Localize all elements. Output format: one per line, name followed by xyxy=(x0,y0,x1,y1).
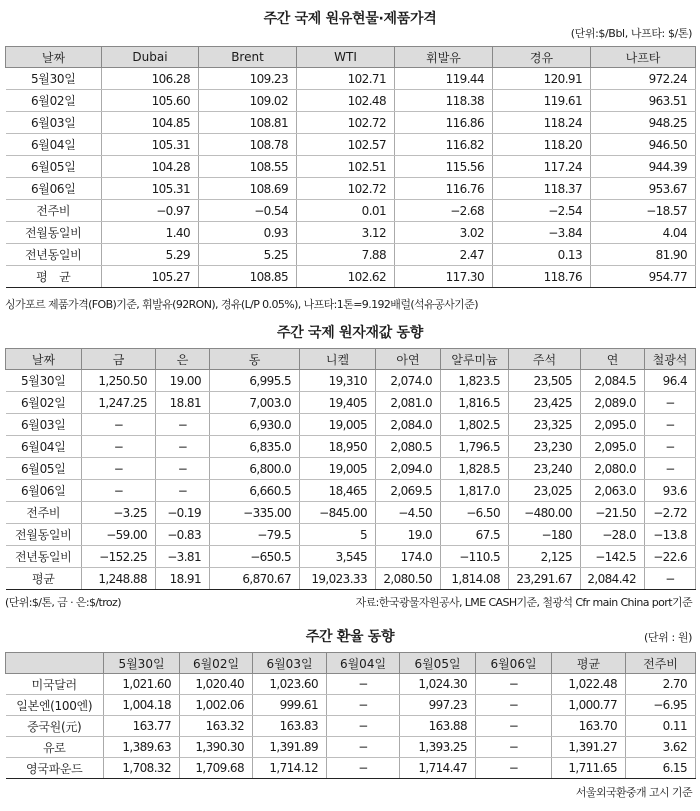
table-cell: −0.83 xyxy=(156,524,210,546)
table-cell: 2,080.0 xyxy=(581,458,645,480)
table-cell: −152.25 xyxy=(82,546,156,568)
table-cell: −6.50 xyxy=(441,502,509,524)
table-cell: 1,002.06 xyxy=(180,695,253,716)
table-cell: 1,390.30 xyxy=(180,737,253,758)
table-cell: −2.68 xyxy=(395,200,493,222)
fx-rate-table xyxy=(5,652,696,779)
fx-header-row xyxy=(6,653,696,674)
table-cell: 106.28 xyxy=(102,68,199,90)
fx-title: 주간 환율 동향 xyxy=(305,629,395,645)
table-cell: 93.6 xyxy=(645,480,696,502)
table-cell: 163.88 xyxy=(400,716,476,737)
table-cell: 119.44 xyxy=(395,68,493,90)
table-cell: 19,023.33 xyxy=(300,568,376,590)
table-cell: −335.00 xyxy=(210,502,300,524)
table-cell: 3.02 xyxy=(395,222,493,244)
oil-col-header: 날짜 xyxy=(6,47,102,68)
table-cell: 3,545 xyxy=(300,546,376,568)
table-cell: −4.50 xyxy=(376,502,441,524)
table-row xyxy=(6,178,696,200)
table-cell: 119.61 xyxy=(493,90,591,112)
oil-col-header: Dubai xyxy=(102,47,199,68)
table-cell: 0.11 xyxy=(626,716,696,737)
table-cell: 0.01 xyxy=(297,200,395,222)
table-cell: −3.81 xyxy=(156,546,210,568)
table-cell: 5.29 xyxy=(102,244,199,266)
table-row xyxy=(6,674,696,695)
metal-col-header: 금 xyxy=(82,349,156,370)
oil-col-header: WTI xyxy=(297,47,395,68)
fx-col-header: 6월03일 xyxy=(253,653,327,674)
table-cell: 102.57 xyxy=(297,134,395,156)
table-cell: 2.47 xyxy=(395,244,493,266)
table-cell: −480.00 xyxy=(509,502,581,524)
table-cell: 108.78 xyxy=(199,134,297,156)
table-cell: 1,709.68 xyxy=(180,758,253,779)
table-cell: 108.55 xyxy=(199,156,297,178)
table-cell: 2,095.0 xyxy=(581,414,645,436)
table-cell: −650.5 xyxy=(210,546,300,568)
table-cell: 3.62 xyxy=(626,737,696,758)
metal-col-header: 알루미늄 xyxy=(441,349,509,370)
table-cell: 19,310 xyxy=(300,370,376,392)
metal-col-header: 연 xyxy=(581,349,645,370)
table-row xyxy=(6,134,696,156)
row-label: 6월04일 xyxy=(6,436,82,458)
table-cell: 118.38 xyxy=(395,90,493,112)
table-cell: −2.72 xyxy=(645,502,696,524)
table-cell: 1,393.25 xyxy=(400,737,476,758)
table-cell: 118.24 xyxy=(493,112,591,134)
table-cell: 81.90 xyxy=(591,244,696,266)
table-cell: 999.61 xyxy=(253,695,327,716)
table-cell: − xyxy=(476,695,552,716)
table-cell: −6.95 xyxy=(626,695,696,716)
table-cell: 108.69 xyxy=(199,178,297,200)
table-row xyxy=(6,502,696,524)
table-cell: −3.84 xyxy=(493,222,591,244)
row-label: 전년동일비 xyxy=(6,546,82,568)
fx-col-header: 전주비 xyxy=(626,653,696,674)
table-cell: 102.48 xyxy=(297,90,395,112)
oil-col-header: 나프타 xyxy=(591,47,696,68)
table-cell: 948.25 xyxy=(591,112,696,134)
table-cell: 972.24 xyxy=(591,68,696,90)
metal-col-header: 아연 xyxy=(376,349,441,370)
table-cell: − xyxy=(327,737,400,758)
table-cell: 1,823.5 xyxy=(441,370,509,392)
oil-col-header: 휘발유 xyxy=(395,47,493,68)
metal-col-header: 동 xyxy=(210,349,300,370)
table-cell: −2.54 xyxy=(493,200,591,222)
table-cell: 1,817.0 xyxy=(441,480,509,502)
fx-col-header: 6월02일 xyxy=(180,653,253,674)
table-cell: 105.31 xyxy=(102,134,199,156)
table-cell: 6.15 xyxy=(626,758,696,779)
table-cell: −110.5 xyxy=(441,546,509,568)
row-label: 평 균 xyxy=(6,266,102,288)
table-cell: −0.97 xyxy=(102,200,199,222)
table-cell: 1,816.5 xyxy=(441,392,509,414)
table-cell: 102.72 xyxy=(297,112,395,134)
table-cell: 104.28 xyxy=(102,156,199,178)
row-label: 5월30일 xyxy=(6,370,82,392)
table-cell: − xyxy=(82,480,156,502)
table-cell: −142.5 xyxy=(581,546,645,568)
row-label: 6월02일 xyxy=(6,392,82,414)
table-row xyxy=(6,716,696,737)
table-cell: 1,711.65 xyxy=(552,758,626,779)
table-row xyxy=(6,90,696,112)
table-cell: 117.24 xyxy=(493,156,591,178)
table-cell: 19.0 xyxy=(376,524,441,546)
table-cell: 174.0 xyxy=(376,546,441,568)
table-cell: 19,005 xyxy=(300,414,376,436)
table-cell: − xyxy=(476,737,552,758)
table-cell: 1,248.88 xyxy=(82,568,156,590)
table-cell: 1,802.5 xyxy=(441,414,509,436)
oil-col-header: Brent xyxy=(199,47,297,68)
table-cell: − xyxy=(327,695,400,716)
table-row xyxy=(6,758,696,779)
table-cell: 997.23 xyxy=(400,695,476,716)
table-cell: 163.83 xyxy=(253,716,327,737)
table-cell: 1,714.47 xyxy=(400,758,476,779)
table-cell: 120.91 xyxy=(493,68,591,90)
row-label: 6월02일 xyxy=(6,90,102,112)
table-cell: 1,004.18 xyxy=(104,695,180,716)
table-row xyxy=(6,458,696,480)
table-cell: 2,089.0 xyxy=(581,392,645,414)
metal-col-header: 은 xyxy=(156,349,210,370)
table-cell: 946.50 xyxy=(591,134,696,156)
oil-title: 주간 국제 원유현물·제품가격 xyxy=(263,11,437,27)
table-cell: − xyxy=(82,436,156,458)
table-cell: 7.88 xyxy=(297,244,395,266)
table-cell: 18.81 xyxy=(156,392,210,414)
table-cell: 118.37 xyxy=(493,178,591,200)
table-cell: 2,074.0 xyxy=(376,370,441,392)
table-cell: 2,080.5 xyxy=(376,436,441,458)
fx-unit: (단위 : 원) xyxy=(644,631,692,644)
table-cell: − xyxy=(156,480,210,502)
oil-col-header: 경유 xyxy=(493,47,591,68)
table-cell: 2.70 xyxy=(626,674,696,695)
table-cell: − xyxy=(82,458,156,480)
table-cell: 5.25 xyxy=(199,244,297,266)
row-label: 6월06일 xyxy=(6,480,82,502)
table-cell: 953.67 xyxy=(591,178,696,200)
table-cell: 5 xyxy=(300,524,376,546)
table-cell: −0.54 xyxy=(199,200,297,222)
metal-unit-note: (단위:$/톤, 금 · 은:$/troz) xyxy=(5,596,121,609)
table-cell: 104.85 xyxy=(102,112,199,134)
row-label: 6월06일 xyxy=(6,178,102,200)
table-cell: −180 xyxy=(509,524,581,546)
table-cell: 1,021.60 xyxy=(104,674,180,695)
table-cell: 1,796.5 xyxy=(441,436,509,458)
table-row xyxy=(6,695,696,716)
table-cell: 6,660.5 xyxy=(210,480,300,502)
table-cell: 1,247.25 xyxy=(82,392,156,414)
row-label: 전월동일비 xyxy=(6,524,82,546)
oil-note: 싱가포르 제품가격(FOB)기준, 휘발유(92RON), 경유(L/P 0.05%), 나프타:1톤=9.192배럴(석유공사기준) xyxy=(5,298,478,311)
table-row xyxy=(6,370,696,392)
table-cell: 102.51 xyxy=(297,156,395,178)
table-cell: 23,425 xyxy=(509,392,581,414)
table-cell: 1,024.30 xyxy=(400,674,476,695)
table-cell: 2,125 xyxy=(509,546,581,568)
table-cell: 118.76 xyxy=(493,266,591,288)
table-cell: 1,022.48 xyxy=(552,674,626,695)
table-cell: −3.25 xyxy=(82,502,156,524)
fx-col-header: 5월30일 xyxy=(104,653,180,674)
table-cell: 23,291.67 xyxy=(509,568,581,590)
row-label: 6월03일 xyxy=(6,414,82,436)
table-cell: − xyxy=(476,758,552,779)
table-cell: 0.13 xyxy=(493,244,591,266)
row-label: 전월동일비 xyxy=(6,222,102,244)
metal-col-header: 주석 xyxy=(509,349,581,370)
fx-col-header: 6월05일 xyxy=(400,653,476,674)
table-row xyxy=(6,737,696,758)
table-cell: −59.00 xyxy=(82,524,156,546)
table-cell: − xyxy=(645,392,696,414)
table-cell: 954.77 xyxy=(591,266,696,288)
table-cell: 18,950 xyxy=(300,436,376,458)
table-row xyxy=(6,436,696,458)
table-cell: 109.02 xyxy=(199,90,297,112)
table-cell: 23,025 xyxy=(509,480,581,502)
fx-note: 서울외국환중개 고시 기준 xyxy=(575,786,692,799)
table-cell: 7,003.0 xyxy=(210,392,300,414)
table-cell: 2,084.42 xyxy=(581,568,645,590)
table-cell: 2,063.0 xyxy=(581,480,645,502)
fx-col-header xyxy=(6,653,104,674)
table-cell: 116.76 xyxy=(395,178,493,200)
table-row xyxy=(6,568,696,590)
table-cell: −845.00 xyxy=(300,502,376,524)
table-row xyxy=(6,68,696,90)
table-row xyxy=(6,156,696,178)
fx-col-header: 6월04일 xyxy=(327,653,400,674)
table-cell: −13.8 xyxy=(645,524,696,546)
metal-price-table xyxy=(5,348,696,590)
table-cell: 2,084.5 xyxy=(581,370,645,392)
row-label: 중국원(元) xyxy=(6,716,104,737)
table-cell: − xyxy=(645,436,696,458)
row-label: 미국달러 xyxy=(6,674,104,695)
row-label: 6월05일 xyxy=(6,458,82,480)
table-cell: 163.32 xyxy=(180,716,253,737)
table-cell: 1,000.77 xyxy=(552,695,626,716)
table-cell: 116.86 xyxy=(395,112,493,134)
metal-header-row xyxy=(6,349,696,370)
table-cell: 108.85 xyxy=(199,266,297,288)
table-cell: 23,505 xyxy=(509,370,581,392)
table-cell: 6,835.0 xyxy=(210,436,300,458)
table-cell: 1,250.50 xyxy=(82,370,156,392)
row-label: 영국파운드 xyxy=(6,758,104,779)
table-cell: 18.91 xyxy=(156,568,210,590)
table-cell: 1,814.08 xyxy=(441,568,509,590)
row-label: 전주비 xyxy=(6,200,102,222)
table-cell: −0.19 xyxy=(156,502,210,524)
table-cell: − xyxy=(156,458,210,480)
table-cell: 963.51 xyxy=(591,90,696,112)
table-cell: 2,081.0 xyxy=(376,392,441,414)
table-cell: 108.81 xyxy=(199,112,297,134)
table-row xyxy=(6,112,696,134)
row-label: 유로 xyxy=(6,737,104,758)
metal-title: 주간 국제 원자재값 동향 xyxy=(277,325,423,341)
fx-body xyxy=(6,674,696,779)
table-cell: 6,870.67 xyxy=(210,568,300,590)
table-cell: 1,389.63 xyxy=(104,737,180,758)
table-cell: − xyxy=(645,458,696,480)
table-cell: 23,325 xyxy=(509,414,581,436)
table-cell: 117.30 xyxy=(395,266,493,288)
metal-col-header: 철광석 xyxy=(645,349,696,370)
table-cell: 67.5 xyxy=(441,524,509,546)
table-cell: 23,230 xyxy=(509,436,581,458)
table-cell: 19,005 xyxy=(300,458,376,480)
row-label: 6월04일 xyxy=(6,134,102,156)
table-cell: 6,800.0 xyxy=(210,458,300,480)
table-row xyxy=(6,266,696,288)
table-cell: − xyxy=(476,716,552,737)
table-cell: − xyxy=(327,674,400,695)
table-row xyxy=(6,480,696,502)
table-cell: − xyxy=(156,436,210,458)
table-cell: 1,714.12 xyxy=(253,758,327,779)
table-row xyxy=(6,546,696,568)
table-cell: −18.57 xyxy=(591,200,696,222)
table-cell: 109.23 xyxy=(199,68,297,90)
table-cell: −28.0 xyxy=(581,524,645,546)
table-cell: 19,405 xyxy=(300,392,376,414)
table-cell: 105.60 xyxy=(102,90,199,112)
table-cell: 2,069.5 xyxy=(376,480,441,502)
table-cell: − xyxy=(645,568,696,590)
table-cell: 163.77 xyxy=(104,716,180,737)
table-cell: 0.93 xyxy=(199,222,297,244)
metal-source-note: 자료:한국광물자원공사, LME CASH기준, 철광석 Cfr main China port기준 xyxy=(355,596,692,609)
table-row xyxy=(6,200,696,222)
table-cell: 102.72 xyxy=(297,178,395,200)
row-label: 일본엔(100엔) xyxy=(6,695,104,716)
table-cell: 2,094.0 xyxy=(376,458,441,480)
table-cell: 116.82 xyxy=(395,134,493,156)
table-cell: 2,080.50 xyxy=(376,568,441,590)
table-cell: 1,391.89 xyxy=(253,737,327,758)
table-cell: 1,708.32 xyxy=(104,758,180,779)
oil-body xyxy=(6,68,696,288)
table-cell: 105.31 xyxy=(102,178,199,200)
table-cell: 1,023.60 xyxy=(253,674,327,695)
table-cell: 2,084.0 xyxy=(376,414,441,436)
table-cell: −21.50 xyxy=(581,502,645,524)
table-cell: − xyxy=(156,414,210,436)
table-cell: 102.71 xyxy=(297,68,395,90)
oil-header-row xyxy=(6,47,696,68)
table-cell: − xyxy=(476,674,552,695)
table-row xyxy=(6,524,696,546)
table-cell: 6,995.5 xyxy=(210,370,300,392)
row-label: 전년동일비 xyxy=(6,244,102,266)
row-label: 평균 xyxy=(6,568,82,590)
table-cell: − xyxy=(327,758,400,779)
table-cell: − xyxy=(645,414,696,436)
table-cell: 19.00 xyxy=(156,370,210,392)
table-cell: 18,465 xyxy=(300,480,376,502)
metal-body xyxy=(6,370,696,590)
row-label: 5월30일 xyxy=(6,68,102,90)
table-cell: 163.70 xyxy=(552,716,626,737)
metal-col-header: 날짜 xyxy=(6,349,82,370)
table-row xyxy=(6,414,696,436)
table-cell: 115.56 xyxy=(395,156,493,178)
oil-unit: (단위:$/Bbl, 나프타: $/톤) xyxy=(570,27,692,40)
table-cell: 118.20 xyxy=(493,134,591,156)
row-label: 6월05일 xyxy=(6,156,102,178)
table-cell: 6,930.0 xyxy=(210,414,300,436)
row-label: 전주비 xyxy=(6,502,82,524)
table-row xyxy=(6,222,696,244)
table-cell: − xyxy=(327,716,400,737)
table-cell: − xyxy=(82,414,156,436)
row-label: 6월03일 xyxy=(6,112,102,134)
table-cell: 1,391.27 xyxy=(552,737,626,758)
table-cell: 4.04 xyxy=(591,222,696,244)
oil-price-table xyxy=(5,46,696,288)
table-cell: −79.5 xyxy=(210,524,300,546)
table-cell: 1,020.40 xyxy=(180,674,253,695)
table-cell: 1.40 xyxy=(102,222,199,244)
table-cell: 2,095.0 xyxy=(581,436,645,458)
table-cell: −22.6 xyxy=(645,546,696,568)
table-cell: 944.39 xyxy=(591,156,696,178)
table-row xyxy=(6,392,696,414)
table-cell: 96.4 xyxy=(645,370,696,392)
table-cell: 102.62 xyxy=(297,266,395,288)
table-row xyxy=(6,244,696,266)
fx-col-header: 평균 xyxy=(552,653,626,674)
table-cell: 3.12 xyxy=(297,222,395,244)
table-cell: 23,240 xyxy=(509,458,581,480)
metal-col-header: 니켈 xyxy=(300,349,376,370)
table-cell: 105.27 xyxy=(102,266,199,288)
fx-col-header: 6월06일 xyxy=(476,653,552,674)
table-cell: 1,828.5 xyxy=(441,458,509,480)
